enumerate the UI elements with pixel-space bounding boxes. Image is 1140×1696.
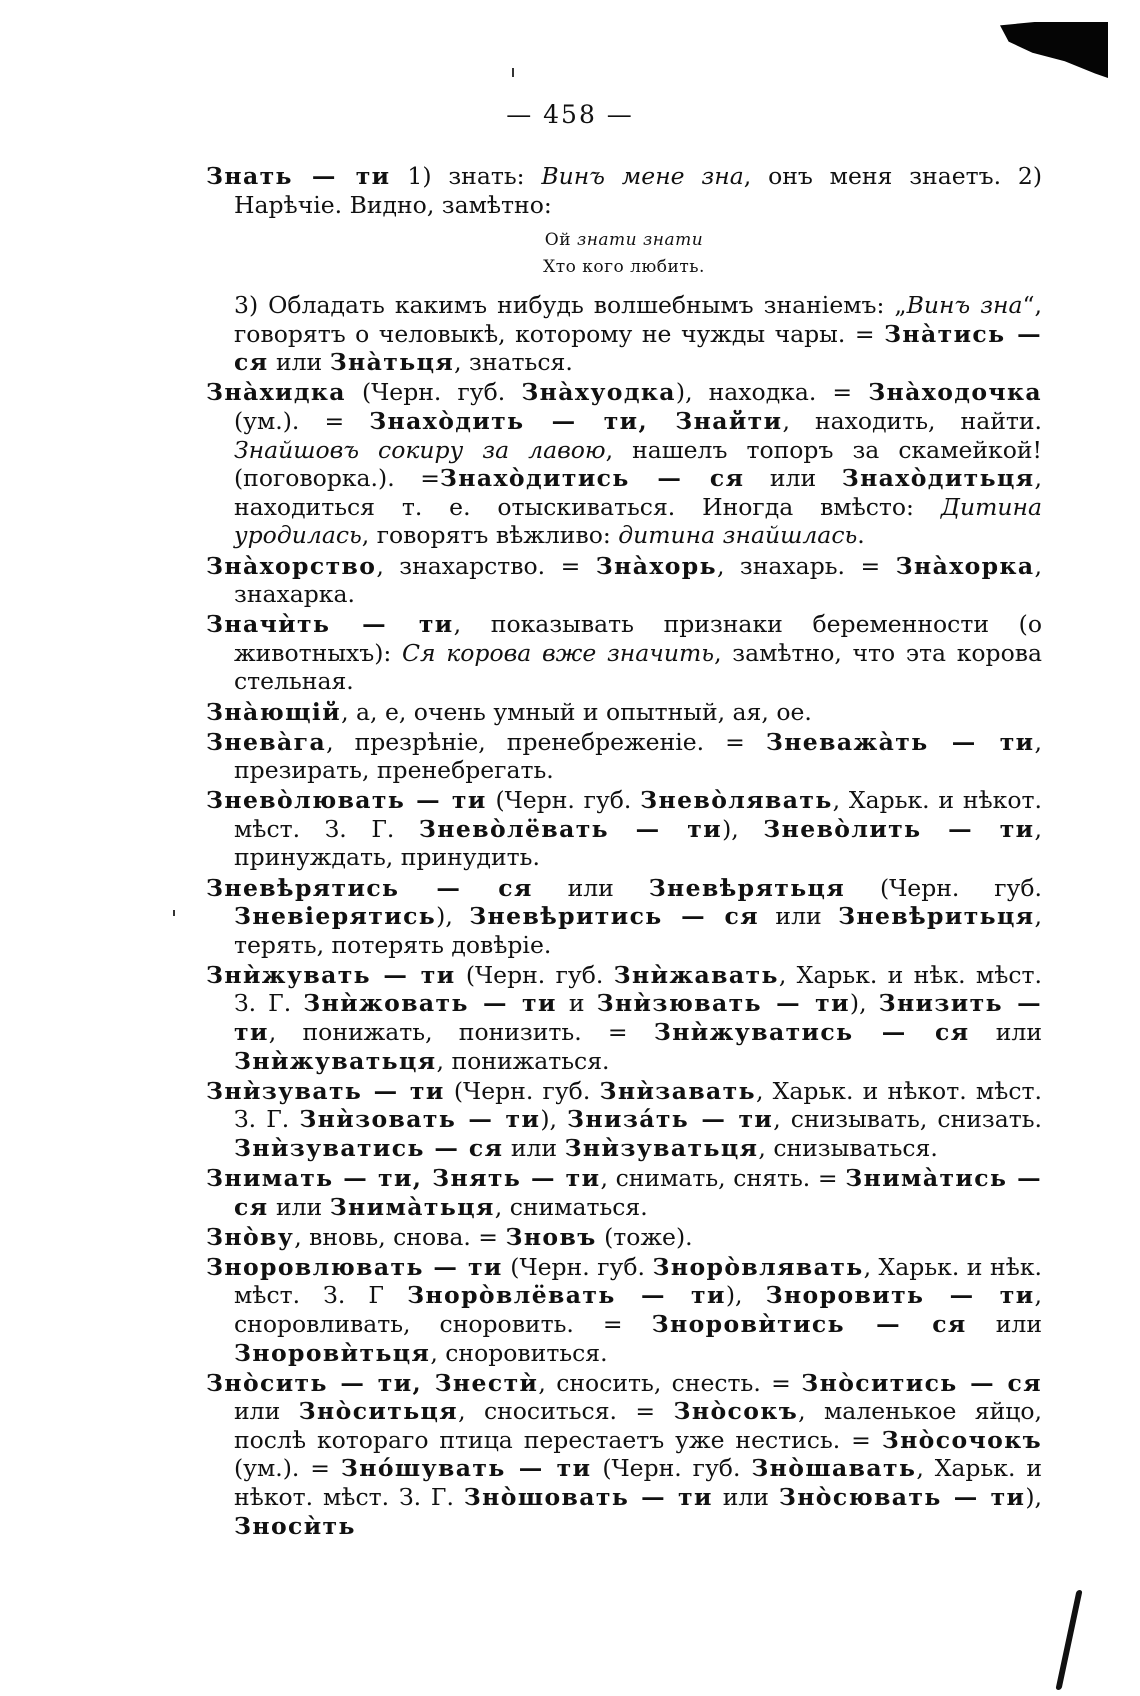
headword: Знѝжуватьця: [234, 1046, 437, 1075]
headword: Знѝзювать — ти: [596, 989, 850, 1018]
definition-text: и: [556, 989, 597, 1018]
definition-text: или: [759, 902, 839, 931]
definition-text: , знахарка.: [234, 551, 1042, 609]
verse-line-2: Хто кого любить.: [543, 257, 705, 278]
headword: Знòсить — ти, Знестѝ: [206, 1368, 539, 1397]
dictionary-text: [206, 162, 1042, 1542]
definition-text: “, говорятъ о человыкѣ, которому не чужды чары. =: [234, 291, 1042, 348]
headword: Знизáть — ти: [567, 1105, 774, 1134]
definition-text: , Харьк. и нѣк. мѣст. З. Г.: [234, 960, 1042, 1018]
dictionary-entry: [206, 961, 1042, 1075]
definition-text: ), находка. =: [675, 378, 869, 407]
headword: Знимать — ти, Знять — ти: [206, 1164, 601, 1192]
dictionary-entry: [206, 1369, 1042, 1541]
headword: Знѝжавать: [613, 960, 779, 989]
headword: Знòсокъ: [673, 1397, 799, 1426]
definition-text: (Черн. губ.: [845, 873, 1042, 902]
dictionary-entry: [206, 610, 1042, 696]
headword: Знàхидка: [206, 378, 346, 407]
definition-text: ),: [540, 1105, 568, 1134]
definition-text: , понижаться.: [436, 1046, 610, 1075]
definition-text: , принуждать, принудить.: [234, 814, 1043, 872]
definition-text: , замѣтно, что эта корова стельная.: [234, 638, 1042, 696]
definition-text: (Черн. губ.: [444, 1076, 600, 1105]
headword: Зноровлювать — ти: [206, 1252, 503, 1281]
verse-line-1b: знати знати: [576, 230, 704, 251]
headword: Зневѣритись — ся: [469, 902, 760, 931]
definition-text: , находиться т. е. отыскиваться. Иногда вмѣсто:: [234, 464, 1043, 521]
verse-quote: [206, 227, 1042, 281]
headword: Зноровѝтьця: [234, 1338, 431, 1367]
definition-text: или: [966, 1309, 1042, 1338]
headword: Знàющій: [206, 697, 342, 726]
definition-text: или: [712, 1483, 779, 1512]
definition-text: , снизывать, снизать.: [773, 1105, 1042, 1134]
definition-text: (Черн. губ.: [486, 786, 641, 815]
headword: Зневàга: [206, 727, 327, 756]
definition-text: 3) Обладать какимъ нибудь волшебнымъ знаніемъ: „: [234, 291, 907, 320]
headword: Знахòдить — ти, Знайти: [369, 407, 783, 436]
headword: Знòситись — ся: [801, 1368, 1042, 1397]
headword: Знòситьця: [298, 1397, 459, 1426]
dictionary-entry: [206, 291, 1042, 377]
dictionary-entry: [206, 728, 1042, 785]
headword: Знѝжовать — ти: [303, 989, 557, 1018]
dictionary-entry: [206, 874, 1042, 960]
headword: Знóшувать — ти: [340, 1454, 592, 1483]
definition-text: , знахарь. =: [717, 551, 896, 580]
verse-line-1a: Ой: [544, 230, 572, 251]
headword: Знѝжуватись — ся: [653, 1018, 970, 1047]
definition-text: 1) знать:: [390, 162, 542, 190]
definition-text: , презрѣніе, пренебреженіе. =: [326, 727, 766, 756]
scan-edge-mark: [1055, 1590, 1082, 1690]
headword: Знòсочокъ: [881, 1425, 1042, 1454]
headword: Знòву: [206, 1222, 295, 1251]
headword: Знàтьця: [329, 348, 455, 377]
scan-speck: [512, 68, 514, 77]
headword: Знòшавать: [751, 1454, 917, 1483]
headword: Значѝть — ти: [206, 610, 454, 639]
definition-text: (тоже).: [596, 1222, 693, 1251]
definition-text: (Черн. губ.: [502, 1252, 653, 1281]
headword: Зневѣрятьця: [648, 873, 846, 902]
headword: Зновъ: [505, 1222, 597, 1251]
dictionary-entry: [206, 1164, 1042, 1221]
headword: Знорòвлёвать — ти: [407, 1281, 726, 1310]
headword: Зноровѝтись — ся: [651, 1309, 967, 1338]
headword: Зневòлявать: [640, 786, 833, 815]
scan-corner-mark: [1000, 22, 1108, 78]
definition-text: , сниматься.: [494, 1192, 648, 1221]
definition-text: , сноровиться.: [430, 1338, 608, 1367]
headword: Знàхуодка: [521, 378, 676, 407]
example-text: Знайшовъ сокиру за лавою: [234, 435, 606, 464]
definition-text: , сносить, снесть. =: [538, 1368, 802, 1397]
headword: Знизить — ти: [234, 989, 1042, 1047]
headword: Знàхорство: [206, 551, 377, 580]
definition-text: , сноситься. =: [458, 1397, 674, 1426]
headword: Знѝзувать — ти: [206, 1076, 445, 1105]
headword: Зносѝть: [234, 1511, 356, 1540]
definition-text: , маленькое яйцо, послѣ котораго птица перестаетъ уже нестись. =: [234, 1397, 1042, 1454]
headword: Знàтись — ся: [234, 319, 1042, 377]
headword: Знахòдитись — ся: [439, 464, 745, 493]
definition-text: , Харьк. и нѣкот. мѣст. З. Г.: [234, 786, 1042, 843]
dictionary-entry: [206, 786, 1042, 872]
definition-text: .: [857, 521, 865, 550]
headword: Знѝжувать — ти: [206, 960, 456, 989]
definition-text: , Харьк. и нѣкот. мѣст. З. Г.: [234, 1454, 1042, 1512]
headword: Знать — ти: [206, 162, 391, 190]
definition-text: (ум.). =: [234, 407, 370, 436]
headword: Знимàтьця: [329, 1192, 495, 1221]
definition-text: или: [969, 1018, 1042, 1047]
dictionary-entry: [206, 552, 1042, 609]
definition-text: , показывать признаки беременности (о животныхъ):: [234, 610, 1043, 667]
definition-text: , сноровливать, сноровить. =: [234, 1281, 1043, 1338]
headword: Знѝзуватись — ся: [234, 1133, 504, 1162]
definition-text: , говорятъ вѣжливо:: [361, 521, 619, 550]
example-text: Винъ мене зна: [541, 162, 744, 190]
definition-text: , а, е, очень умный и опытный, ая, ое.: [341, 697, 812, 726]
definition-text: или: [744, 464, 842, 493]
definition-text: ),: [722, 814, 764, 843]
definition-text: , Харьк. и нѣк. мѣст. З. Г: [234, 1252, 1042, 1310]
headword: Знѝзовать — ти: [299, 1105, 541, 1134]
definition-text: (ум.). =: [234, 1454, 341, 1483]
headword: Знѝзуватьця: [564, 1133, 759, 1162]
headword: Знàхорка: [895, 551, 1035, 580]
definition-text: , снизываться.: [758, 1133, 938, 1162]
headword: Знòшовать — ти: [463, 1483, 713, 1512]
definition-text: (Черн. губ.: [455, 960, 614, 989]
headword: Знòсювать — ти: [778, 1483, 1026, 1512]
example-text: Дитина уродилась: [234, 492, 1042, 550]
dictionary-entry: [206, 1077, 1042, 1163]
definition-text: или: [268, 1192, 330, 1221]
definition-text: , понижать, понизить. =: [268, 1018, 654, 1047]
definition-text: , знахарство. =: [376, 551, 596, 580]
headword: Знимàтись — ся: [234, 1164, 1043, 1221]
headword: Зневажàть — ти: [765, 727, 1035, 756]
page-number: — 458 —: [506, 100, 634, 129]
definition-text: , онъ меня знаетъ. 2) Нарѣчіе. Видно, замѣтно:: [234, 162, 1043, 219]
dictionary-entry: [206, 1223, 1042, 1252]
example-text: Ся корова вже значить: [402, 638, 715, 667]
definition-text: , вновь, снова. =: [294, 1222, 506, 1251]
headword: Зневѣритьця: [838, 902, 1035, 931]
dictionary-entry: [206, 162, 1042, 219]
definition-text: , нашелъ топоръ за скамейкой! (поговорка.). =: [234, 435, 1042, 493]
headword: Зноровить — ти: [765, 1281, 1035, 1310]
example-text: дитина знайшлась: [618, 521, 858, 550]
definition-text: ),: [436, 902, 470, 931]
definition-text: (Черн. губ.: [345, 378, 522, 407]
dictionary-entry: [206, 1253, 1042, 1367]
headword: Зневѣрятись — ся: [206, 873, 533, 902]
headword: Зневòлювать — ти: [206, 786, 487, 815]
dictionary-entry: [206, 378, 1042, 550]
definition-text: или: [503, 1133, 565, 1162]
definition-text: , Харьк. и нѣкот. мѣст. З. Г.: [234, 1076, 1042, 1134]
headword: Знѝзавать: [599, 1076, 756, 1105]
definition-text: , знаться.: [454, 348, 573, 377]
definition-text: , снимать, снять. =: [600, 1164, 846, 1192]
headword: Знорòвлявать: [652, 1252, 864, 1281]
headword: Зневòлёвать — ти: [418, 814, 723, 843]
scan-speck: [173, 910, 175, 916]
headword: Зневіерятись: [234, 902, 437, 931]
headword: Зневòлить — ти: [763, 814, 1035, 843]
headword: Знàходочка: [868, 378, 1042, 407]
definition-text: ),: [725, 1281, 766, 1310]
definition-text: , презирать, пренебрегать.: [234, 727, 1042, 785]
example-text: Винъ зна: [906, 291, 1023, 320]
dictionary-entry: [206, 698, 1042, 727]
definition-text: или: [234, 1397, 299, 1426]
definition-text: (Черн. губ.: [591, 1454, 752, 1483]
headword: Знàхорь: [595, 551, 717, 580]
definition-text: , терять, потерять довѣріе.: [234, 902, 1043, 959]
definition-text: или: [268, 348, 330, 377]
definition-text: или: [532, 873, 649, 902]
definition-text: ),: [849, 989, 879, 1018]
definition-text: ),: [1025, 1483, 1043, 1512]
definition-text: , находить, найти.: [782, 407, 1043, 436]
headword: Знахòдитьця: [841, 464, 1035, 493]
